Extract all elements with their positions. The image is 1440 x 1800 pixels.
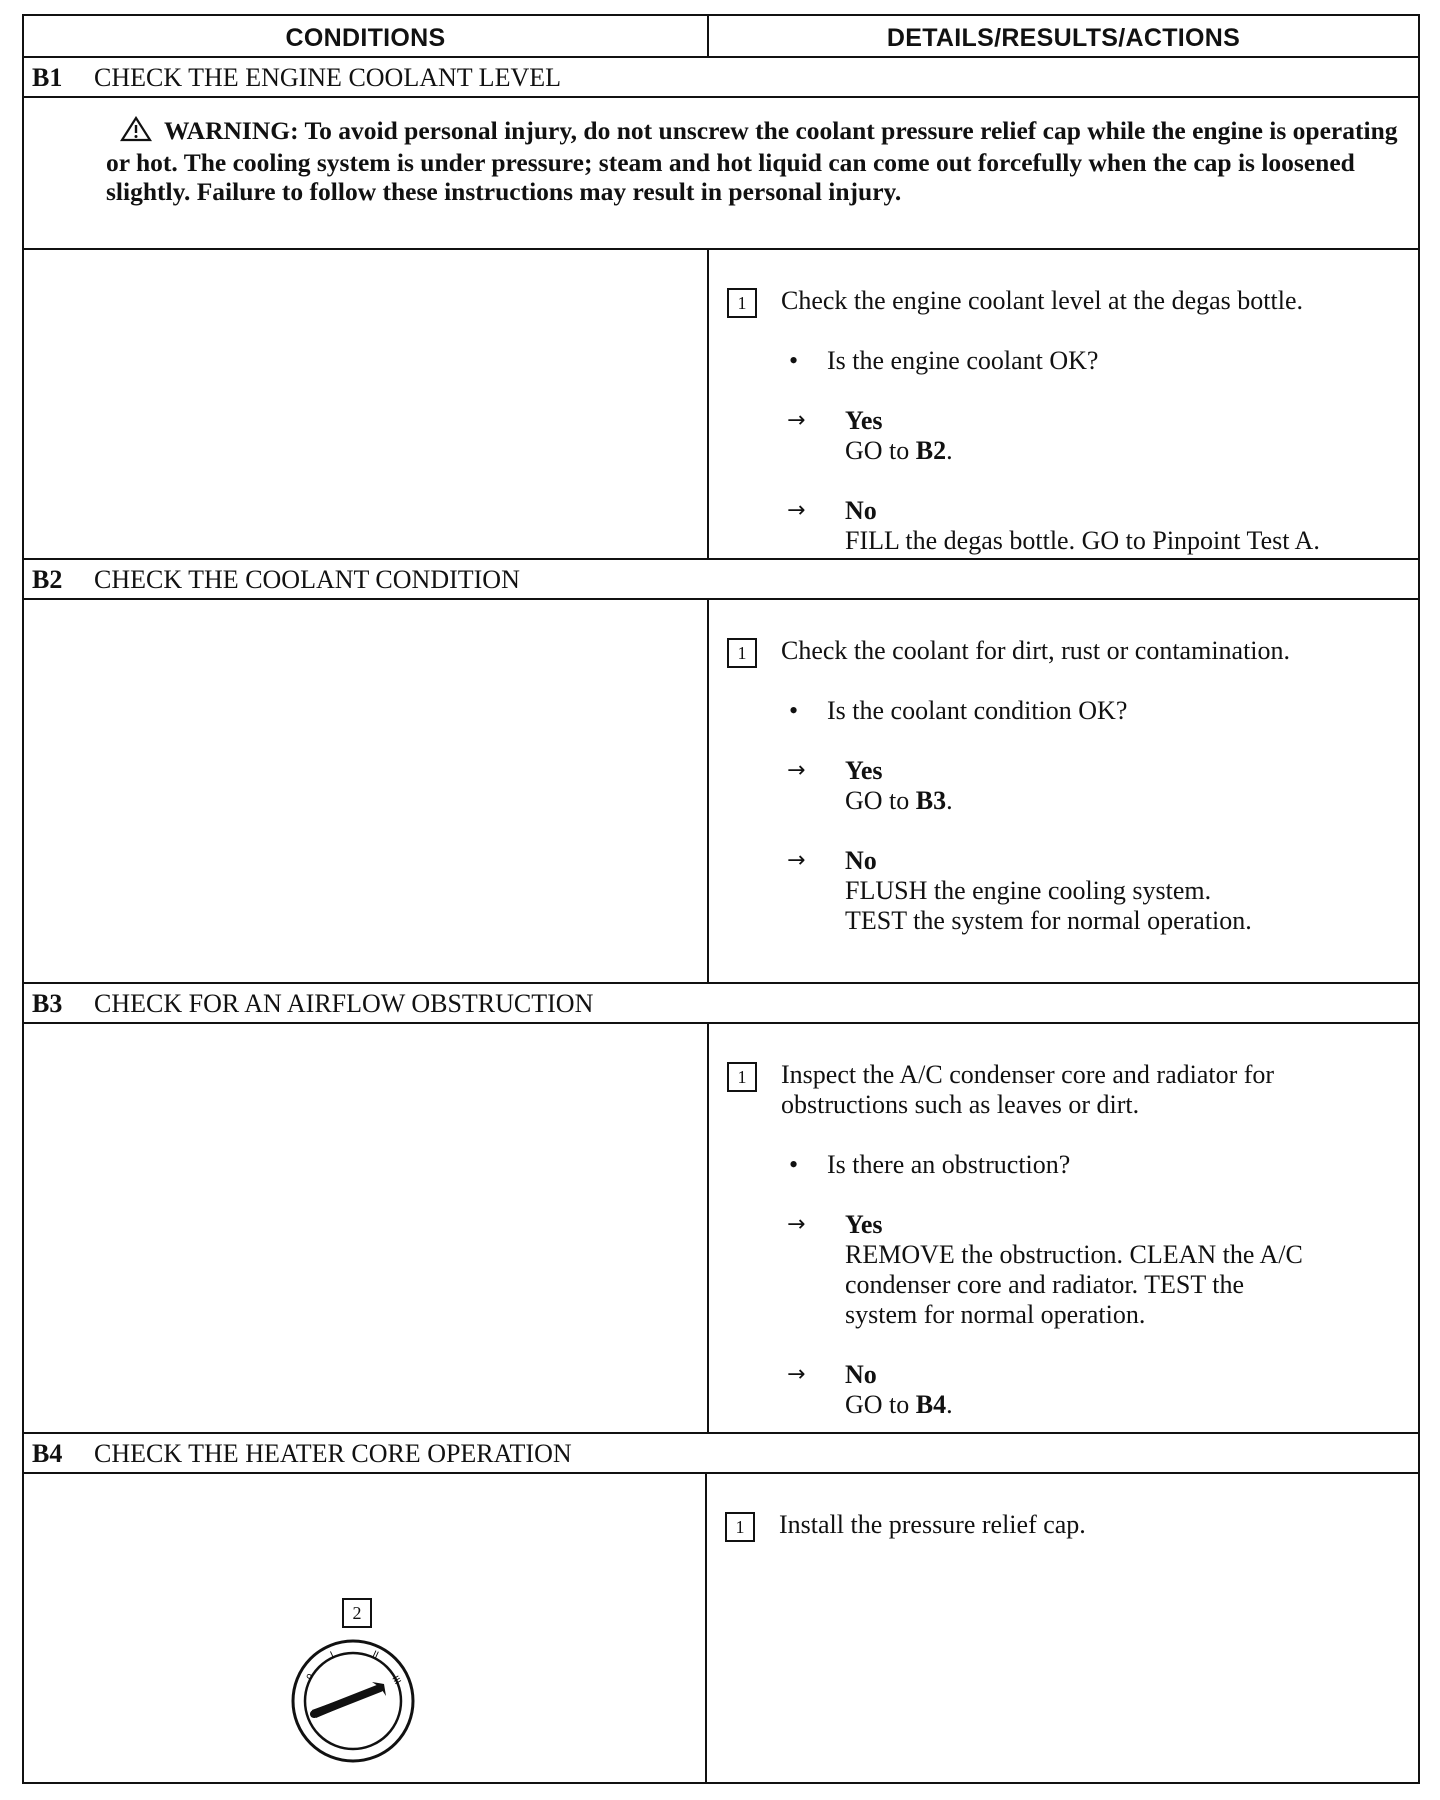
arrow-right-icon: → bbox=[787, 848, 806, 873]
diagnostic-table bbox=[22, 14, 1420, 1784]
no-action-line-1: FLUSH the engine cooling system. bbox=[845, 876, 1212, 905]
details-header: DETAILS/RESULTS/ACTIONS bbox=[886, 24, 1241, 52]
no-action: GO to bbox=[845, 1390, 916, 1419]
section-title: CHECK THE ENGINE COOLANT LEVEL bbox=[94, 63, 561, 92]
yes-label: Yes bbox=[845, 1210, 883, 1239]
section-body-b2 bbox=[24, 600, 1418, 984]
svg-text:II: II bbox=[370, 1649, 380, 1661]
step-text: Check the engine coolant level at the degas bottle. bbox=[781, 286, 1303, 315]
section-body-b3 bbox=[24, 1024, 1418, 1434]
warning-box bbox=[24, 98, 1418, 250]
figure-step-number: 2 bbox=[342, 1598, 372, 1628]
yes-action-line-3: system for normal operation. bbox=[845, 1300, 1146, 1329]
yes-text bbox=[845, 1210, 1303, 1330]
section-title: CHECK THE HEATER CORE OPERATION bbox=[94, 1439, 572, 1468]
details-cell-b2 bbox=[709, 600, 1418, 982]
no-ref: B4 bbox=[915, 1390, 947, 1419]
svg-text:III: III bbox=[389, 1674, 403, 1687]
step-number-box: 1 bbox=[727, 1062, 757, 1092]
arrow-right-icon: → bbox=[787, 498, 806, 523]
no-text bbox=[845, 496, 1320, 556]
section-title: CHECK THE COOLANT CONDITION bbox=[94, 565, 520, 594]
yes-ref: B3 bbox=[915, 786, 947, 815]
table-header bbox=[24, 16, 1418, 58]
yes-action: GO to bbox=[845, 436, 916, 465]
section-id: B1 bbox=[32, 63, 63, 92]
no-end: . bbox=[946, 1390, 953, 1419]
step-text-line-2: obstructions such as leaves or dirt. bbox=[781, 1090, 1140, 1119]
question bbox=[789, 346, 1098, 376]
question bbox=[789, 1150, 1070, 1180]
bullet-icon: • bbox=[789, 696, 799, 725]
yes-ref: B2 bbox=[915, 436, 947, 465]
section-title-b1 bbox=[24, 58, 1418, 98]
no-label: No bbox=[845, 1360, 877, 1389]
arrow-right-icon: → bbox=[787, 758, 806, 783]
no-text bbox=[845, 846, 1252, 936]
no-text bbox=[845, 1360, 953, 1420]
warning-triangle-icon bbox=[120, 116, 152, 148]
step-number-box: 1 bbox=[727, 288, 757, 318]
yes-action-line-1: REMOVE the obstruction. CLEAN the A/C bbox=[845, 1240, 1303, 1269]
question bbox=[789, 696, 1127, 726]
section-title-b4 bbox=[24, 1434, 1418, 1474]
step-text: Install the pressure relief cap. bbox=[779, 1510, 1086, 1539]
arrow-right-icon: → bbox=[787, 408, 806, 433]
section-title-b2 bbox=[24, 560, 1418, 600]
arrow-right-icon: → bbox=[787, 1212, 806, 1237]
details-cell-b4 bbox=[707, 1474, 1418, 1782]
step-text bbox=[781, 1060, 1406, 1120]
svg-text:I: I bbox=[329, 1650, 336, 1661]
warning-text-block bbox=[24, 98, 1418, 206]
no-label: No bbox=[845, 846, 877, 875]
step-number-box: 1 bbox=[725, 1512, 755, 1542]
yes-action-line-2: condenser core and radiator. TEST the bbox=[845, 1270, 1245, 1299]
step-number-box: 1 bbox=[727, 638, 757, 668]
yes-text bbox=[845, 756, 953, 816]
yes-label: Yes bbox=[845, 756, 883, 785]
svg-text:o: o bbox=[303, 1671, 316, 1682]
conditions-header: CONDITIONS bbox=[285, 24, 446, 52]
temperature-dial-icon bbox=[288, 1636, 418, 1773]
section-id: B2 bbox=[32, 565, 63, 594]
bullet-icon: • bbox=[789, 346, 799, 375]
section-id: B3 bbox=[32, 989, 63, 1018]
arrow-right-icon: → bbox=[787, 1362, 806, 1387]
yes-action: GO to bbox=[845, 786, 916, 815]
yes-end: . bbox=[946, 436, 953, 465]
section-title: CHECK FOR AN AIRFLOW OBSTRUCTION bbox=[94, 989, 594, 1018]
step-text-line-1: Inspect the A/C condenser core and radiator for bbox=[781, 1060, 1275, 1089]
conditions-cell-b4 bbox=[24, 1474, 705, 1782]
yes-end: . bbox=[946, 786, 953, 815]
bullet-icon: • bbox=[789, 1150, 799, 1179]
details-cell-b3 bbox=[709, 1024, 1418, 1432]
question-text: Is the engine coolant OK? bbox=[827, 346, 1099, 375]
yes-label: Yes bbox=[845, 406, 883, 435]
section-body-b4 bbox=[24, 1474, 1418, 1782]
yes-text bbox=[845, 406, 953, 466]
section-id: B4 bbox=[32, 1439, 63, 1468]
question-text: Is the coolant condition OK? bbox=[827, 696, 1128, 725]
details-cell-b1 bbox=[709, 250, 1418, 558]
step-text: Check the coolant for dirt, rust or contamination. bbox=[781, 636, 1291, 665]
warning-text: WARNING: To avoid personal injury, do not unscrew the coolant pressure relief cap while the engine is operating or hot. The cooling system is under pressure; steam and hot liquid can come out forcefully when the cap is loosened slightly. Failure to follow these instructions may result in personal injury. bbox=[106, 116, 1398, 206]
no-action-line-2: TEST the system for normal operation. bbox=[845, 906, 1252, 935]
section-body-b1 bbox=[24, 250, 1418, 560]
no-label: No bbox=[845, 496, 877, 525]
section-title-b3 bbox=[24, 984, 1418, 1024]
question-text: Is there an obstruction? bbox=[827, 1150, 1071, 1179]
no-action: FILL the degas bottle. GO to Pinpoint Test A. bbox=[845, 526, 1320, 555]
